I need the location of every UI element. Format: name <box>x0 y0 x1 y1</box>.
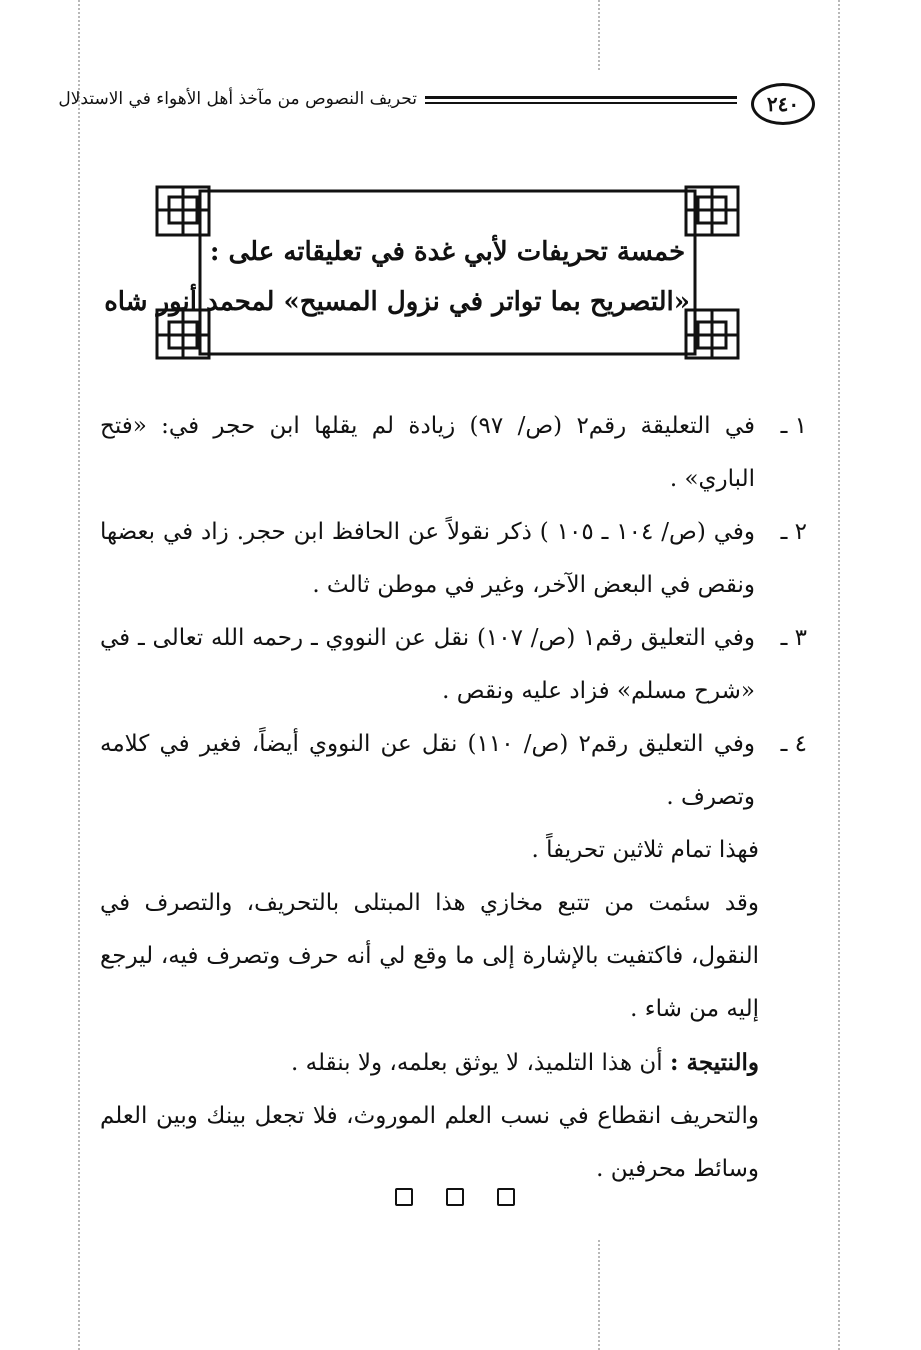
scan-margin-dots-left <box>78 0 80 1350</box>
list-item-4 <box>100 718 807 824</box>
list-item-text: في التعليقة رقم٢ (ص/ ٩٧) زيادة لم يقلها ابن حجر في: «فتح الباري» . <box>100 413 755 492</box>
scan-margin-dots-right <box>838 0 840 1350</box>
header-rule <box>425 96 737 107</box>
weary-paragraph: وقد سئمت من تتبع مخازي هذا المبتلى بالتحريف، والتصرف في النقول، فاكتفيت بالإشارة إلى ما وقع لي أنه حرف وتصرف فيه، ليرجع إليه من شاء . <box>100 890 759 1022</box>
closing-paragraph: والتحريف انقطاع في نسب العلم الموروث، فلا تجعل بينك وبين العلم وسائط محرفين . <box>100 1103 759 1182</box>
list-item-text: وفي التعليق رقم١ (ص/ ١٠٧) نقل عن النووي ـ رحمه الله تعالى ـ في «شرح مسلم» فزاد عليه ونقص . <box>100 625 755 704</box>
square-ornament-icon <box>395 1188 413 1206</box>
list-item-3 <box>100 612 807 718</box>
section-title <box>104 227 690 327</box>
list-item-number: ٢ ـ <box>780 519 807 545</box>
list-item-1 <box>100 400 807 506</box>
scan-margin-dots-bottom <box>598 1240 600 1350</box>
result-text: أن هذا التلميذ، لا يوثق بعلمه، ولا بنقله . <box>291 1050 670 1076</box>
list-item-number: ٤ ـ <box>780 731 807 757</box>
section-end-marks <box>395 1188 515 1212</box>
scan-margin-dots-top <box>598 0 600 70</box>
section-title-line-2: «التصريح بما تواتر في نزول المسيح» لمحمد أنور شاه <box>104 287 690 317</box>
square-ornament-icon <box>497 1188 515 1206</box>
running-header <box>58 83 815 127</box>
result-paragraph <box>100 1036 807 1090</box>
result-label: والنتيجة : <box>669 1049 759 1076</box>
running-title: تحريف النصوص من مآخذ أهل الأهواء في الاستدلال <box>58 89 417 109</box>
page-number: ٢٤٠ <box>751 83 815 125</box>
list-item-number: ١ ـ <box>780 413 807 439</box>
total-paragraph: فهذا تمام ثلاثين تحريفاً . <box>531 837 759 863</box>
square-ornament-icon <box>446 1188 464 1206</box>
body-text <box>100 400 807 1196</box>
section-title-frame <box>104 185 740 360</box>
list-item-text: وفي (ص/ ١٠٤ ـ ١٠٥ ) ذكر نقولاً عن الحافظ ابن حجر. زاد في بعضها ونقص في البعض الآخر، وغير في موطن ثالث . <box>100 519 755 598</box>
list-item-2 <box>100 506 807 612</box>
list-item-text: وفي التعليق رقم٢ (ص/ ١١٠) نقل عن النووي أيضاً، فغير في كلامه وتصرف . <box>100 731 755 810</box>
section-title-line-1: خمسة تحريفات لأبي غدة في تعليقاته على : <box>209 237 686 267</box>
list-item-number: ٣ ـ <box>780 625 807 651</box>
